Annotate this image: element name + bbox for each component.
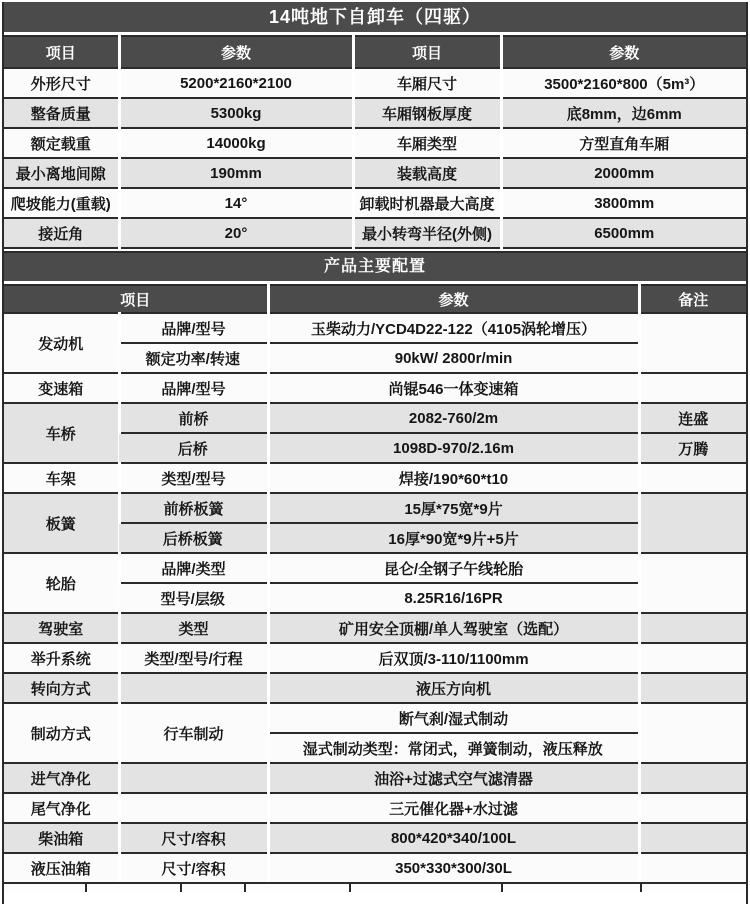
- config-header-remark: 备注: [639, 285, 746, 313]
- config-group-row: [4, 823, 746, 853]
- page-title: 14吨地下自卸车（四驱）: [4, 2, 746, 32]
- value-cell: 800*420*340/100L: [268, 823, 639, 853]
- remark-cell: [639, 373, 746, 403]
- section-title: 产品主要配置: [4, 251, 746, 281]
- value-cell: 玉柴动力/YCD4D22-122（4105涡轮增压）: [268, 313, 639, 343]
- config-group-row: [4, 703, 746, 733]
- group-name-cell: 进气净化: [4, 763, 119, 793]
- value-cell: 湿式制动类型：常闭式，弹簧制动，液压释放: [268, 733, 639, 763]
- sub-item-cell: 行车制动: [119, 703, 268, 763]
- config-group-row: [4, 763, 746, 793]
- value-cell: 尚锟546一体变速箱: [268, 373, 639, 403]
- spec-row: [4, 188, 746, 218]
- config-group-row: [4, 793, 746, 823]
- spec-header-item-2: 项目: [353, 36, 501, 68]
- config-group-row: [4, 613, 746, 643]
- spec-header-param-1: 参数: [119, 36, 353, 68]
- value-cell: 8.25R16/16PR: [268, 583, 639, 613]
- value-cell: 断气刹/湿式制动: [268, 703, 639, 733]
- sub-item-cell: 尺寸/容积: [119, 853, 268, 882]
- row-label: 装载高度: [353, 158, 501, 188]
- value-cell: 2082-760/2m: [268, 403, 639, 433]
- sub-item-cell: 类型/型号/行程: [119, 643, 268, 673]
- value-cell: 1098D-970/2.16m: [268, 433, 639, 463]
- config-header-row: [4, 285, 746, 313]
- spec-row: [4, 68, 746, 98]
- sub-item-cell: [119, 673, 268, 703]
- remark-cell: [639, 823, 746, 853]
- remark-cell: [639, 553, 746, 613]
- row-value: 方型直角车厢: [501, 128, 746, 158]
- config-group-row: [4, 313, 746, 343]
- remark-cell: [639, 643, 746, 673]
- sub-item-cell: 型号/层级: [119, 583, 268, 613]
- remark-cell: [639, 763, 746, 793]
- row-value: 5200*2160*2100: [119, 68, 353, 98]
- row-label: 整备质量: [4, 98, 119, 128]
- value-cell: 三元催化器+水过滤: [268, 793, 639, 823]
- sub-item-cell: 品牌/型号: [119, 373, 268, 403]
- group-name-cell: 变速箱: [4, 373, 119, 403]
- row-label: 额定载重: [4, 128, 119, 158]
- spec-row: [4, 98, 746, 128]
- value-cell: 液压方向机: [268, 673, 639, 703]
- group-name-cell: 尾气净化: [4, 793, 119, 823]
- sub-item-cell: 品牌/类型: [119, 553, 268, 583]
- row-label: 车厢钢板厚度: [353, 98, 501, 128]
- remark-cell: [639, 673, 746, 703]
- config-header-item: 项目: [4, 285, 268, 313]
- remark-cell: [639, 463, 746, 493]
- config-table: [4, 284, 746, 882]
- row-label: 车厢尺寸: [353, 68, 501, 98]
- sub-item-cell: [119, 793, 268, 823]
- cutoff-row: [4, 882, 746, 892]
- sub-item-cell: 尺寸/容积: [119, 823, 268, 853]
- spec-header-item-1: 项目: [4, 36, 119, 68]
- group-name-cell: 液压油箱: [4, 853, 119, 882]
- spec-row: [4, 218, 746, 248]
- group-name-cell: 发动机: [4, 313, 119, 373]
- row-label: 爬坡能力(重载): [4, 188, 119, 218]
- spec-header-param-2: 参数: [501, 36, 746, 68]
- remark-cell: [639, 313, 746, 373]
- config-group-row: [4, 403, 746, 433]
- group-name-cell: 板簧: [4, 493, 119, 553]
- spec-row: [4, 128, 746, 158]
- config-group-row: [4, 673, 746, 703]
- sub-item-cell: [119, 763, 268, 793]
- remark-cell: 万腾: [639, 433, 746, 463]
- config-group-row: [4, 463, 746, 493]
- group-name-cell: 驾驶室: [4, 613, 119, 643]
- config-group-row: [4, 553, 746, 583]
- row-value: 底8mm，边6mm: [501, 98, 746, 128]
- value-cell: 后双顶/3-110/1100mm: [268, 643, 639, 673]
- sub-item-cell: 后桥: [119, 433, 268, 463]
- row-value: 14000kg: [119, 128, 353, 158]
- config-group-row: [4, 493, 746, 523]
- group-name-cell: 制动方式: [4, 703, 119, 763]
- sub-item-cell: 后桥板簧: [119, 523, 268, 553]
- sub-item-cell: 品牌/型号: [119, 313, 268, 343]
- config-group-row: [4, 853, 746, 882]
- config-header-param: 参数: [268, 285, 639, 313]
- value-cell: 焊接/190*60*t10: [268, 463, 639, 493]
- row-value: 190mm: [119, 158, 353, 188]
- group-name-cell: 柴油箱: [4, 823, 119, 853]
- remark-cell: [639, 793, 746, 823]
- row-value: 2000mm: [501, 158, 746, 188]
- sub-item-cell: 前桥板簧: [119, 493, 268, 523]
- remark-cell: 连盛: [639, 403, 746, 433]
- value-cell: 昆仑/全钢子午线轮胎: [268, 553, 639, 583]
- value-cell: 16厚*90宽*9片+5片: [268, 523, 639, 553]
- row-value: 3800mm: [501, 188, 746, 218]
- config-group-row: [4, 373, 746, 403]
- row-label: 接近角: [4, 218, 119, 248]
- sub-item-cell: 前桥: [119, 403, 268, 433]
- sub-item-cell: 类型: [119, 613, 268, 643]
- value-cell: 350*330*300/30L: [268, 853, 639, 882]
- spec-table: [4, 35, 746, 249]
- value-cell: 油浴+过滤式空气滤清器: [268, 763, 639, 793]
- row-label: 卸载时机器最大高度: [353, 188, 501, 218]
- row-value: 14°: [119, 188, 353, 218]
- group-name-cell: 车架: [4, 463, 119, 493]
- remark-cell: [639, 853, 746, 882]
- group-name-cell: 举升系统: [4, 643, 119, 673]
- spec-sheet: [2, 2, 748, 904]
- spec-header-row: [4, 36, 746, 68]
- value-cell: 15厚*75宽*9片: [268, 493, 639, 523]
- group-name-cell: 车桥: [4, 403, 119, 463]
- row-label: 最小转弯半径(外侧): [353, 218, 501, 248]
- spec-row: [4, 158, 746, 188]
- group-name-cell: 转向方式: [4, 673, 119, 703]
- row-label: 外形尺寸: [4, 68, 119, 98]
- row-value: 3500*2160*800（5m³）: [501, 68, 746, 98]
- value-cell: 矿用安全顶棚/单人驾驶室（选配）: [268, 613, 639, 643]
- row-value: 20°: [119, 218, 353, 248]
- row-label: 车厢类型: [353, 128, 501, 158]
- row-value: 6500mm: [501, 218, 746, 248]
- sub-item-cell: 额定功率/转速: [119, 343, 268, 373]
- row-label: 最小离地间隙: [4, 158, 119, 188]
- config-group-row: [4, 643, 746, 673]
- sub-item-cell: 类型/型号: [119, 463, 268, 493]
- row-value: 5300kg: [119, 98, 353, 128]
- group-name-cell: 轮胎: [4, 553, 119, 613]
- remark-cell: [639, 613, 746, 643]
- value-cell: 90kW/ 2800r/min: [268, 343, 639, 373]
- remark-cell: [639, 493, 746, 553]
- remark-cell: [639, 703, 746, 763]
